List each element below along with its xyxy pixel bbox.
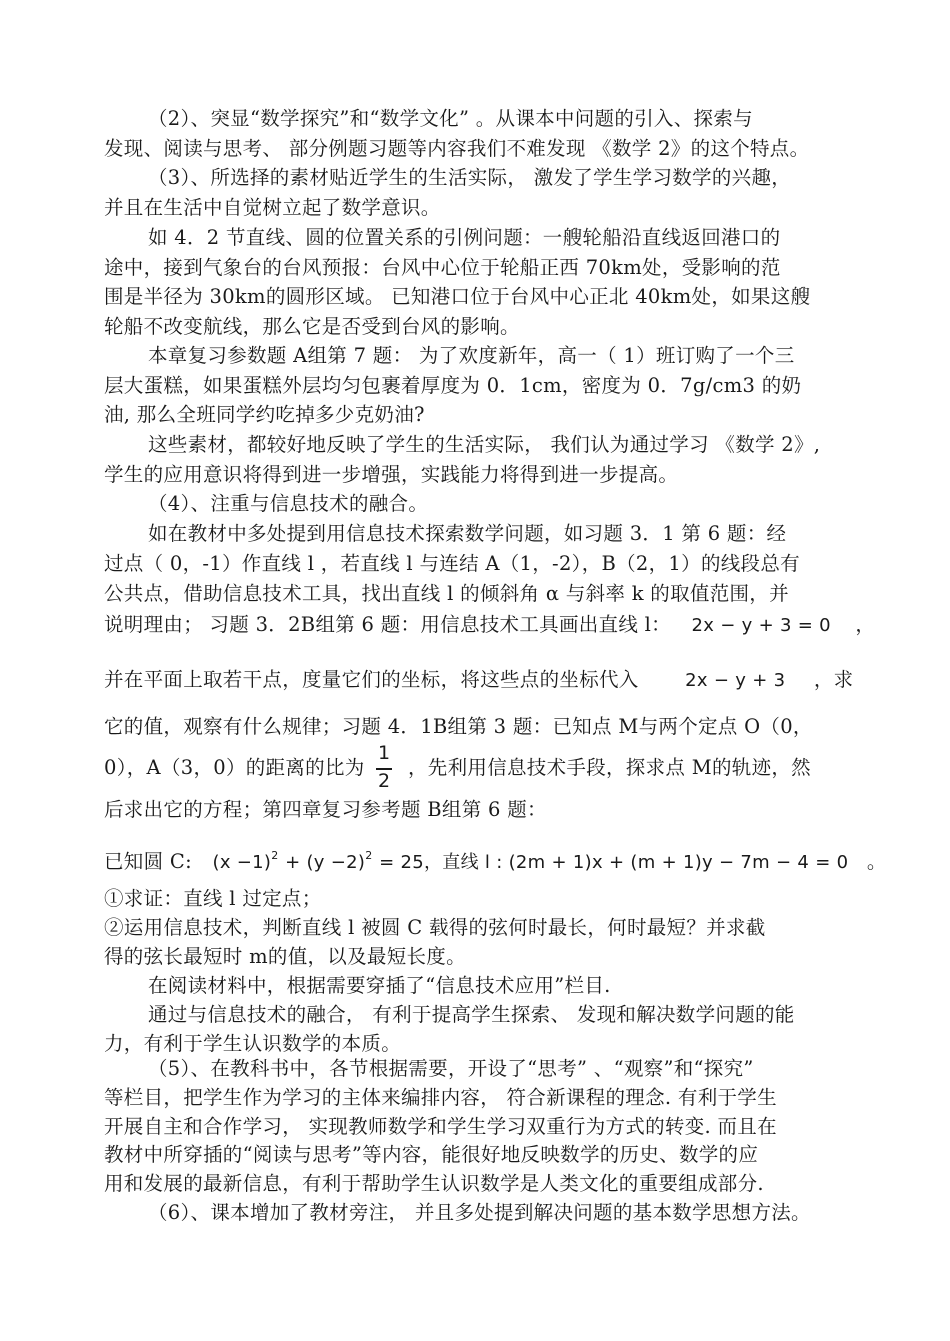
- paragraph-2-line-1: （2）、突显“数学探究”和“数学文化” 。从课本中问题的引入、探索与: [148, 107, 753, 130]
- summary-line-1: 这些素材，都较好地反映了学生的生活实际， 我们认为通过学习 《数学 2》,: [148, 433, 821, 456]
- circle-equation-label: 已知圆 C:: [104, 850, 192, 873]
- info-tech-line-4: [104, 612, 875, 639]
- example-typhoon-line-1: 如 4．2 节直线、圆的位置关系的引例问题：一艘轮船沿直线返回港口的: [148, 226, 781, 249]
- info-tech-line-6: 它的值，观察有什么规律；习题 4．1B组第 3 题：已知点 M与两个定点 O（0，: [104, 715, 813, 738]
- circle-eq-part-2: + (y −2): [285, 852, 366, 873]
- circle-eq-exponent-1: 2: [271, 849, 279, 862]
- info-tech-line-7-rest: ，先利用信息技术手段，探求点 M的轨迹，然: [408, 756, 811, 779]
- info-tech-line-1: 如在教材中多处提到用信息技术探索数学问题，如习题 3．1 第 6 题：经: [148, 522, 787, 545]
- question-2-line-1: ②运用信息技术，判断直线 l 被圆 C 载得的弦何时最长，何时最短？并求截: [104, 916, 766, 939]
- paragraph-2-line-2: 发现、阅读与思考、 部分例题习题等内容我们不难发现 《数学 2》的这个特点。: [104, 137, 810, 160]
- integration-line-2: 力，有利于学生认识数学的本质。: [104, 1032, 402, 1055]
- info-tech-line-5-text: 并在平面上取若干点，度量它们的坐标，将这些点的坐标代入: [104, 668, 639, 691]
- paragraph-3-line-2: 并且在生活中自觉树立起了数学意识。: [104, 196, 441, 219]
- summary-line-2: 学生的应用意识将得到进一步增强，实践能力将得到进一步提高。: [104, 463, 679, 486]
- fraction-numerator: 1: [377, 742, 391, 764]
- paragraph-4-heading: （4）、注重与信息技术的融合。: [148, 492, 429, 515]
- expression-2x-y-3: 2x − y + 3: [685, 670, 786, 691]
- question-1: ①求证：直线 l 过定点；: [104, 887, 322, 910]
- info-tech-line-3: 公共点，借助信息技术工具，找出直线 l 的倾斜角 α 与斜率 k 的取值范围，并: [104, 582, 789, 605]
- example-cake-line-3: 油, 那么全班同学约吃掉多少克奶油?: [104, 403, 425, 426]
- reading-material-line: 在阅读材料中，根据需要穿插了“信息技术应用”栏目.: [148, 974, 611, 997]
- question-2-line-2: 得的弦长最短时 m的值，以及最短长度。: [104, 945, 466, 968]
- paragraph-5-line-3: 开展自主和合作学习， 实现教师数学和学生学习双重行为方式的转变. 而且在: [104, 1115, 777, 1138]
- circle-eq-part-1: (x −1): [212, 852, 272, 873]
- paragraph-5-line-1: （5）、在教科书中，各节根据需要，开设了“思考” 、“观察”和“探究”: [148, 1057, 754, 1080]
- fraction-denominator: 2: [377, 770, 391, 792]
- circle-eq-part-3: = 25，直线 l : (2m + 1)x + (m + 1)y − 7m − 4 = 0: [379, 852, 849, 873]
- paragraph-3-line-1: （3）、所选择的素材贴近学生的生活实际， 激发了学生学习数学的兴趣，: [148, 166, 792, 189]
- circle-eq-exponent-2: 2: [365, 849, 373, 862]
- info-tech-line-4-text: 说明理由； 习题 3．2B组第 6 题：用信息技术工具画出直线 l：: [104, 613, 671, 636]
- example-typhoon-line-2: 途中，接到气象台的台风预报：台风中心位于轮船正西 70km处，受影响的范: [104, 256, 781, 279]
- paragraph-6-line: （6）、课本增加了教材旁注， 并且多处提到解决问题的基本数学思想方法。: [148, 1201, 811, 1224]
- info-tech-line-5: [104, 667, 853, 694]
- info-tech-line-5-end: ，求: [813, 668, 854, 691]
- circle-equation-end: 。: [866, 850, 887, 873]
- info-tech-line-8: 后求出它的方程；第四章复习参考题 B组第 6 题：: [104, 798, 547, 821]
- info-tech-line-2: 过点（ 0，-1）作直线 l ，若直线 l 与连结 A（1，-2），B（2，1）的线段总有: [104, 552, 800, 575]
- example-cake-line-1: 本章复习参数题 A组第 7 题： 为了欢度新年，高一（ 1）班订购了一个三: [148, 344, 795, 367]
- paragraph-5-line-5: 用和发展的最新信息，有利于帮助学生认识数学是人类文化的重要组成部分.: [104, 1172, 764, 1195]
- example-cake-line-2: 层大蛋糕，如果蛋糕外层均匀包裹着厚度为 0．1cm，密度为 0．7g/cm3 的奶: [104, 374, 802, 397]
- integration-line-1: 通过与信息技术的融合， 有利于提高学生探索、 发现和解决数学问题的能: [148, 1003, 795, 1026]
- example-typhoon-line-4: 轮船不改变航线，那么它是否受到台风的影响。: [104, 315, 520, 338]
- info-tech-line-7: [104, 755, 365, 781]
- line-equation: 2x − y + 3 = 0: [691, 615, 831, 636]
- info-tech-line-4-end: ，: [855, 613, 876, 636]
- circle-equation-line: [104, 843, 887, 876]
- paragraph-5-line-4: 教材中所穿插的“阅读与思考”等内容，能很好地反映数学的历史、数学的应: [104, 1143, 759, 1166]
- paragraph-5-line-2: 等栏目，把学生作为学习的主体来编排内容， 符合新课程的理念. 有利于学生: [104, 1086, 777, 1109]
- info-tech-line-7-text: 0），A（3，0）的距离的比为: [104, 756, 365, 779]
- example-typhoon-line-3: 围是半径为 30km的圆形区域。 已知港口位于台风中心正北 40km处，如果这艘: [104, 285, 811, 308]
